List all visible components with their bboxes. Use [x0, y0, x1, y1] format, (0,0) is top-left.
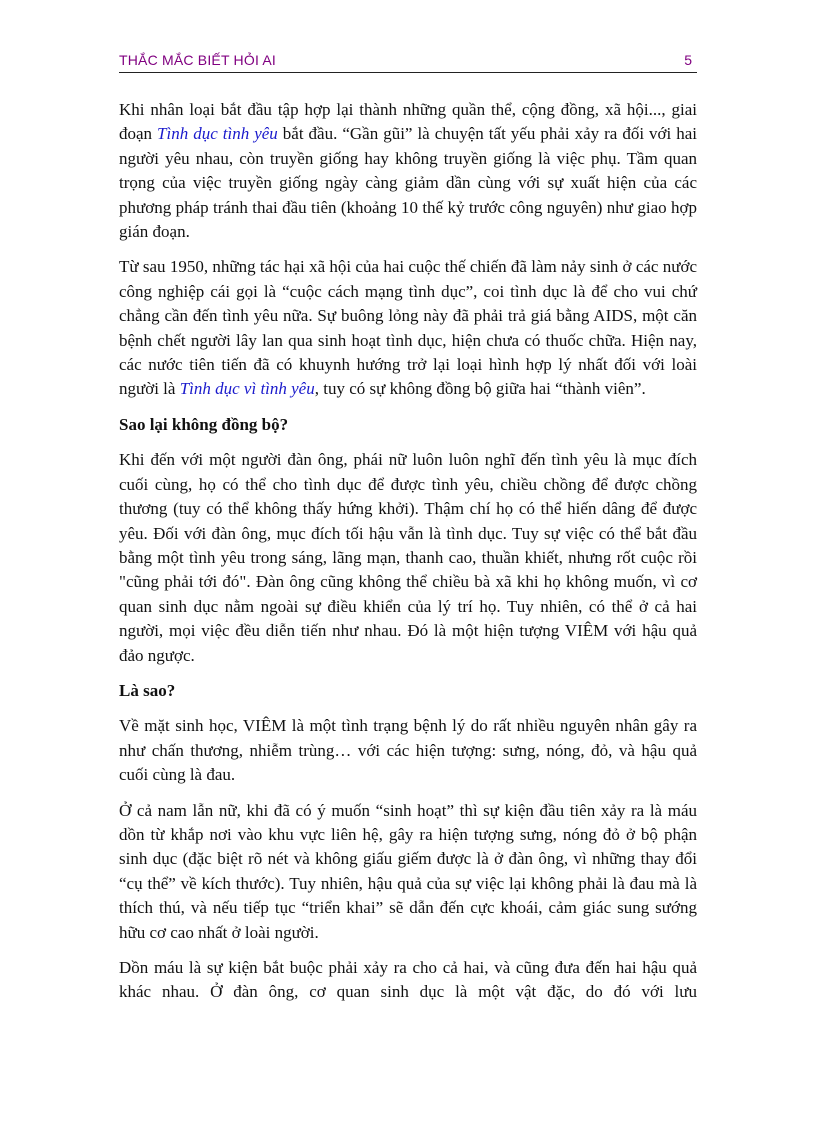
book-title: THẮC MẮC BIẾT HỎI AI — [119, 52, 276, 68]
page-number: 5 — [684, 52, 692, 68]
term-sex-with-love: Tình dục tình yêu — [157, 124, 278, 144]
paragraph-2-text-a: Từ sau 1950, những tác hại xã hội của hai cuộc thế chiến đã làm nảy sinh ở các nước công nghiệp cái gọi là “cuộc cách mạng tình dục”, coi tình dục là để cho vui chứ chẳng cần đến tình yêu nữa. Sự buông lỏng này đã phải trả giá bằng AIDS, một căn bệnh chết người lây lan qua sinh hoạt tình dục, hiện chưa có thuốc chữa. Hiện nay, các nước tiên tiến đã có khuynh hướng trở lại loại hình hợp lý nhất đối với loài người là — [119, 257, 697, 399]
paragraph-1-text-a: Khi nhân loại bắt đầu tập hợp lại thành những quần thể, cộng đồng, xã hội..., giai đoạn — [119, 100, 697, 144]
heading-not-synchronous: Sao lại không đồng bộ? — [119, 414, 289, 434]
paragraph-1-text-b: bắt đầu. “Gần gũi” là chuyện tất yếu phải xảy ra đối với hai người yêu nhau, còn truyền giống hay không truyền giống là việc phụ. Tầm quan trọng của việc truyền giống ngày càng giảm dần cùng với sự xuất hiện của các phương pháp tránh thai đầu tiên (khoảng 10 thế kỷ trước công nguyên) như giao hợp gián đoạn. — [119, 124, 698, 242]
heading-how-so: Là sao? — [119, 680, 176, 700]
paragraph-3: Khi đến với một người đàn ông, phái nữ luôn luôn nghĩ đến tình yêu là mục đích cuối cùng, họ có thể cho tình dục để được tình yêu, chiều chồng để được chồng thương (tuy có thể không thấy hứng khởi). Thậm chí họ có thể hiến dâng để được yêu. Đối với đàn ông, mục đích tối hậu vẫn là tình dục. Tuy sự việc có thể bắt đầu bằng một tình yêu trong sáng, lãng mạn, thanh cao, thuần khiết, nhưng rốt cuộc rồi "cũng phải tới đó". Đàn ông cũng không thể chiều bà xã khi họ không muốn, vì cơ quan sinh dục nằm ngoài sự điều khiển của lý trí họ. Tuy nhiên, có thể ở cả hai người, mọi việc đều diễn tiến như nhau. Đó là một hiện tượng VIÊM với hậu quả đảo ngược. — [119, 450, 697, 665]
paragraph-2-text-b: , tuy có sự không đồng bộ giữa hai “thành viên”. — [314, 379, 646, 399]
paragraph-6: Dồn máu là sự kiện bắt buộc phải xảy ra cho cả hai, và cũng đưa đến hai hậu quả khác nhau. Ở đàn ông, cơ quan sinh dục là một vật đặc, do đó với lưu — [119, 958, 697, 1002]
paragraph-5: Ở cả nam lẫn nữ, khi đã có ý muốn “sinh hoạt” thì sự kiện đầu tiên xảy ra là máu dồn từ khắp nơi vào khu vực liên hệ, gây ra hiện tượng sưng, nóng đỏ ở bộ phận sinh dục (đặc biệt rõ nét và không giấu giếm được là ở đàn ông, vì những thay đổi “cụ thể” về kích thước). Tuy nhiên, hậu quả của sự việc lại không phải là đau mà là thích thú, và nếu tiếp tục “triển khai” sẽ dẫn đến cực khoái, cảm giác sung sướng hữu cơ cao nhất ở loài người. — [119, 800, 697, 942]
paragraph-1 — [119, 98, 697, 244]
running-header — [119, 50, 697, 73]
term-sex-for-love: Tình dục vì tình yêu — [179, 379, 315, 399]
body-text — [119, 98, 697, 1016]
paragraph-2 — [119, 255, 697, 401]
paragraph-4: Về mặt sinh học, VIÊM là một tình trạng bệnh lý do rất nhiều nguyên nhân gây ra như chấn thương, nhiễm trùng… với các hiện tượng: sưng, nóng, đỏ, và hậu quả cuối cùng là đau. — [119, 716, 697, 785]
